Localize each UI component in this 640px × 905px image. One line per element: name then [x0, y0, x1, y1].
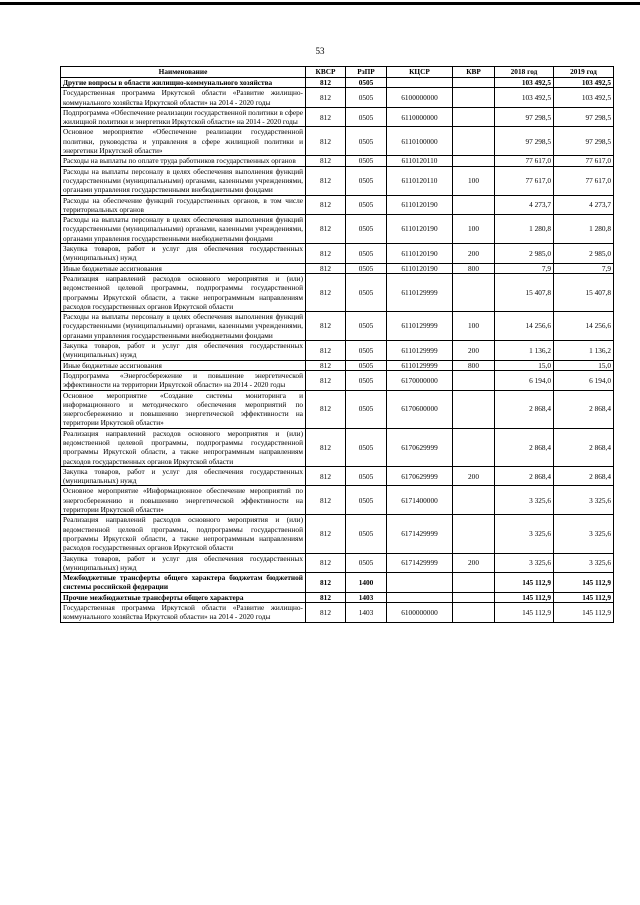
- table-row: [61, 553, 614, 573]
- row-kcsr: 6171429999: [387, 553, 453, 573]
- table-row: [61, 273, 614, 311]
- row-kvsr: 812: [306, 215, 346, 244]
- row-kvr: [453, 573, 495, 593]
- row-kvr: 200: [453, 466, 495, 486]
- table-row: [61, 486, 614, 515]
- row-value-2018: 97 298,5: [495, 127, 554, 156]
- row-value-2018: 15,0: [495, 360, 554, 370]
- row-kcsr: [387, 573, 453, 593]
- table-row: [61, 166, 614, 195]
- row-value-2019: 6 194,0: [554, 370, 614, 390]
- row-rzpr: 0505: [346, 244, 387, 264]
- row-rzpr: 0505: [346, 466, 387, 486]
- row-kvr: 800: [453, 263, 495, 273]
- row-value-2019: 145 112,9: [554, 573, 614, 593]
- table-row: [61, 156, 614, 166]
- row-name: Иные бюджетные ассигнования: [61, 360, 306, 370]
- row-value-2018: 14 256,6: [495, 312, 554, 341]
- row-value-2018: 145 112,9: [495, 592, 554, 602]
- row-rzpr: 1403: [346, 603, 387, 623]
- row-name: Государственная программа Иркутской области «Развитие жилищно-коммунального хозяйства Иркутской области» на 2014 - 2020 годы: [61, 88, 306, 108]
- row-rzpr: 0505: [346, 78, 387, 88]
- row-value-2018: 1 280,8: [495, 215, 554, 244]
- row-rzpr: 0505: [346, 370, 387, 390]
- table-row: [61, 603, 614, 623]
- row-kcsr: 6170629999: [387, 466, 453, 486]
- row-kcsr: 6110120190: [387, 195, 453, 215]
- row-name: Закупка товаров, работ и услуг для обеспечения государственных (муниципальных) нужд: [61, 553, 306, 573]
- row-value-2019: 145 112,9: [554, 592, 614, 602]
- row-value-2018: 2 868,4: [495, 428, 554, 466]
- row-value-2018: 103 492,5: [495, 78, 554, 88]
- table-row: [61, 312, 614, 341]
- table-row: [61, 127, 614, 156]
- row-value-2019: 3 325,6: [554, 486, 614, 515]
- row-name: Подпрограмма «Обеспечение реализации государственной политики в сфере жилищной политики и энергетики Иркутской области» на 2014 - 2020 годы: [61, 107, 306, 127]
- row-value-2018: 77 617,0: [495, 166, 554, 195]
- row-kcsr: 6170629999: [387, 428, 453, 466]
- row-rzpr: 0505: [346, 156, 387, 166]
- row-kvr: [453, 273, 495, 311]
- row-kcsr: [387, 78, 453, 88]
- table-row: [61, 341, 614, 361]
- row-kvr: 800: [453, 360, 495, 370]
- row-rzpr: 0505: [346, 263, 387, 273]
- row-kvsr: 812: [306, 156, 346, 166]
- table-row: [61, 428, 614, 466]
- row-rzpr: 0505: [346, 360, 387, 370]
- row-value-2018: 2 868,4: [495, 390, 554, 428]
- row-kcsr: 6110129999: [387, 341, 453, 361]
- row-value-2018: 15 407,8: [495, 273, 554, 311]
- row-value-2018: 4 273,7: [495, 195, 554, 215]
- row-kvsr: 812: [306, 603, 346, 623]
- row-rzpr: 0505: [346, 341, 387, 361]
- header-kvr: КВР: [453, 67, 495, 78]
- row-value-2019: 103 492,5: [554, 88, 614, 108]
- row-value-2019: 4 273,7: [554, 195, 614, 215]
- table-row: [61, 390, 614, 428]
- top-border-line: [0, 2, 640, 5]
- row-kcsr: 6110000000: [387, 107, 453, 127]
- row-value-2019: 103 492,5: [554, 78, 614, 88]
- row-kvsr: 812: [306, 195, 346, 215]
- row-value-2018: 1 136,2: [495, 341, 554, 361]
- row-rzpr: 0505: [346, 428, 387, 466]
- table-row: [61, 360, 614, 370]
- table-row: [61, 515, 614, 553]
- row-kvr: 100: [453, 166, 495, 195]
- row-kvsr: 812: [306, 88, 346, 108]
- row-value-2019: 97 298,5: [554, 107, 614, 127]
- row-kvr: [453, 603, 495, 623]
- row-kvr: [453, 515, 495, 553]
- row-rzpr: 0505: [346, 195, 387, 215]
- row-name: Реализация направлений расходов основного мероприятия и (или) ведомственной целевой программы, подпрограммы государственной программы Иркутской области, а также непрограммным направлениям расходов государственных органов Иркутской области: [61, 428, 306, 466]
- row-value-2019: 2 985,0: [554, 244, 614, 264]
- header-kvsr: КВСР: [306, 67, 346, 78]
- row-kvr: [453, 390, 495, 428]
- row-name: Расходы на выплаты по оплате труда работников государственных органов: [61, 156, 306, 166]
- row-kcsr: 6110100000: [387, 127, 453, 156]
- row-value-2018: 145 112,9: [495, 603, 554, 623]
- row-rzpr: 0505: [346, 515, 387, 553]
- row-rzpr: 0505: [346, 390, 387, 428]
- row-name: Основное мероприятие «Информационное обеспечение мероприятий по энергосбережению и повышению энергетической эффективности на территории Иркутской области»: [61, 486, 306, 515]
- row-kvsr: 812: [306, 592, 346, 602]
- row-kvsr: 812: [306, 515, 346, 553]
- row-kvsr: 812: [306, 360, 346, 370]
- row-kvsr: 812: [306, 370, 346, 390]
- header-kcsr: КЦСР: [387, 67, 453, 78]
- row-name: Государственная программа Иркутской области «Развитие жилищно-коммунального хозяйства Иркутской области» на 2014 - 2020 годы: [61, 603, 306, 623]
- row-kvr: 200: [453, 341, 495, 361]
- row-kvr: 200: [453, 553, 495, 573]
- row-rzpr: 0505: [346, 553, 387, 573]
- table-row: [61, 195, 614, 215]
- row-value-2018: 3 325,6: [495, 515, 554, 553]
- row-kcsr: 6110120110: [387, 156, 453, 166]
- row-rzpr: 0505: [346, 486, 387, 515]
- header-2019: 2019 год: [554, 67, 614, 78]
- row-value-2019: 15 407,8: [554, 273, 614, 311]
- row-kvr: 100: [453, 312, 495, 341]
- row-rzpr: 1400: [346, 573, 387, 593]
- row-kcsr: 6170600000: [387, 390, 453, 428]
- table-row: [61, 466, 614, 486]
- row-kcsr: 6110129999: [387, 312, 453, 341]
- table-row: [61, 88, 614, 108]
- row-rzpr: 0505: [346, 88, 387, 108]
- row-kvr: [453, 592, 495, 602]
- row-name: Основное мероприятие «Обеспечение реализации государственной политики, руководства и управления в сфере жилищной политики и энергетики Иркутской области»: [61, 127, 306, 156]
- row-name: Подпрограмма «Энергосбережение и повышение энергетической эффективности на территории Иркутской области» на 2014 - 2020 годы: [61, 370, 306, 390]
- row-value-2019: 2 868,4: [554, 428, 614, 466]
- row-kvsr: 812: [306, 312, 346, 341]
- row-value-2019: 2 868,4: [554, 390, 614, 428]
- table-row: [61, 263, 614, 273]
- table-row: [61, 592, 614, 602]
- row-name: Другие вопросы в области жилищно-коммунального хозяйства: [61, 78, 306, 88]
- table-row: [61, 215, 614, 244]
- row-kvr: [453, 156, 495, 166]
- table-row: [61, 573, 614, 593]
- row-name: Межбюджетные трансферты общего характера бюджетам бюджетной системы российской федерации: [61, 573, 306, 593]
- row-kvsr: 812: [306, 486, 346, 515]
- row-kvsr: 812: [306, 466, 346, 486]
- header-2018: 2018 год: [495, 67, 554, 78]
- row-kvr: [453, 127, 495, 156]
- row-value-2019: 1 280,8: [554, 215, 614, 244]
- row-value-2018: 77 617,0: [495, 156, 554, 166]
- row-kvr: 200: [453, 244, 495, 264]
- row-rzpr: 1403: [346, 592, 387, 602]
- row-kvsr: 812: [306, 553, 346, 573]
- row-name: Иные бюджетные ассигнования: [61, 263, 306, 273]
- row-name: Закупка товаров, работ и услуг для обеспечения государственных (муниципальных) нужд: [61, 341, 306, 361]
- row-kvr: [453, 486, 495, 515]
- row-rzpr: 0505: [346, 215, 387, 244]
- row-name: Прочие межбюджетные трансферты общего характера: [61, 592, 306, 602]
- row-kcsr: 6110120110: [387, 166, 453, 195]
- row-kvsr: 812: [306, 573, 346, 593]
- row-name: Расходы на обеспечение функций государственных органов, в том числе территориальных органов: [61, 195, 306, 215]
- row-kcsr: 6171429999: [387, 515, 453, 553]
- row-name: Основное мероприятие «Создание системы мониторинга и информационного и методического обеспечения мероприятий по энергосбережению и повышению энергетической эффективности на территории Иркутской области»: [61, 390, 306, 428]
- row-name: Реализация направлений расходов основного мероприятия и (или) ведомственной целевой программы, подпрограммы государственной программы Иркутской области, а также непрограммным направлениям расходов государственных органов Иркутской области: [61, 273, 306, 311]
- row-value-2019: 3 325,6: [554, 553, 614, 573]
- row-kvsr: 812: [306, 341, 346, 361]
- row-value-2019: 3 325,6: [554, 515, 614, 553]
- row-value-2018: 3 325,6: [495, 486, 554, 515]
- row-kcsr: 6110120190: [387, 263, 453, 273]
- table-row: [61, 244, 614, 264]
- row-value-2019: 14 256,6: [554, 312, 614, 341]
- row-kvr: [453, 78, 495, 88]
- row-name: Закупка товаров, работ и услуг для обеспечения государственных (муниципальных) нужд: [61, 244, 306, 264]
- row-value-2019: 77 617,0: [554, 156, 614, 166]
- row-kvsr: 812: [306, 428, 346, 466]
- row-value-2018: 145 112,9: [495, 573, 554, 593]
- header-rzpr: РзПР: [346, 67, 387, 78]
- row-kcsr: 6110120190: [387, 244, 453, 264]
- header-name: Наименование: [61, 67, 306, 78]
- row-name: Расходы на выплаты персоналу в целях обеспечения выполнения функций государственными (муниципальными) органами, казенными учреждениями, органами управления государственными внебюджетными фондами: [61, 166, 306, 195]
- row-name: Расходы на выплаты персоналу в целях обеспечения выполнения функций государственными (муниципальными) органами, казенными учреждениями, органами управления государственными внебюджетными фондами: [61, 312, 306, 341]
- row-rzpr: 0505: [346, 312, 387, 341]
- row-value-2019: 2 868,4: [554, 466, 614, 486]
- row-kvr: [453, 88, 495, 108]
- row-name: Расходы на выплаты персоналу в целях обеспечения выполнения функций государственными (муниципальными) органами, казенными учреждениями, органами управления государственными внебюджетными фондами: [61, 215, 306, 244]
- row-value-2018: 6 194,0: [495, 370, 554, 390]
- row-kcsr: 6110120190: [387, 215, 453, 244]
- row-rzpr: 0505: [346, 107, 387, 127]
- table-row: [61, 370, 614, 390]
- row-value-2018: 2 985,0: [495, 244, 554, 264]
- row-kcsr: 6110129999: [387, 360, 453, 370]
- row-kcsr: 6110129999: [387, 273, 453, 311]
- row-kvsr: 812: [306, 127, 346, 156]
- row-kvr: [453, 428, 495, 466]
- row-value-2018: 3 325,6: [495, 553, 554, 573]
- row-kcsr: 6171400000: [387, 486, 453, 515]
- row-kcsr: 6170000000: [387, 370, 453, 390]
- row-kvr: 100: [453, 215, 495, 244]
- row-value-2018: 97 298,5: [495, 107, 554, 127]
- row-value-2018: 2 868,4: [495, 466, 554, 486]
- row-value-2019: 145 112,9: [554, 603, 614, 623]
- row-kvsr: 812: [306, 273, 346, 311]
- row-rzpr: 0505: [346, 127, 387, 156]
- row-kvr: [453, 370, 495, 390]
- row-kvsr: 812: [306, 263, 346, 273]
- row-value-2019: 1 136,2: [554, 341, 614, 361]
- row-rzpr: 0505: [346, 166, 387, 195]
- row-value-2018: 103 492,5: [495, 88, 554, 108]
- row-kvsr: 812: [306, 166, 346, 195]
- table-header-row: [61, 67, 614, 78]
- row-kvsr: 812: [306, 390, 346, 428]
- row-value-2019: 77 617,0: [554, 166, 614, 195]
- row-kcsr: 6100000000: [387, 603, 453, 623]
- row-rzpr: 0505: [346, 273, 387, 311]
- row-kcsr: [387, 592, 453, 602]
- row-value-2019: 97 298,5: [554, 127, 614, 156]
- row-kvr: [453, 107, 495, 127]
- row-kvsr: 812: [306, 78, 346, 88]
- row-value-2019: 15,0: [554, 360, 614, 370]
- row-kvsr: 812: [306, 244, 346, 264]
- budget-table: [60, 66, 614, 623]
- row-name: Реализация направлений расходов основного мероприятия и (или) ведомственной целевой программы, подпрограммы государственной программы Иркутской области, а также непрограммным направлениям расходов государственных органов Иркутской области: [61, 515, 306, 553]
- row-kvr: [453, 195, 495, 215]
- row-value-2018: 7,9: [495, 263, 554, 273]
- table-row: [61, 107, 614, 127]
- table-row: [61, 78, 614, 88]
- page-number: 53: [315, 46, 325, 56]
- row-value-2019: 7,9: [554, 263, 614, 273]
- row-name: Закупка товаров, работ и услуг для обеспечения государственных (муниципальных) нужд: [61, 466, 306, 486]
- row-kcsr: 6100000000: [387, 88, 453, 108]
- row-kvsr: 812: [306, 107, 346, 127]
